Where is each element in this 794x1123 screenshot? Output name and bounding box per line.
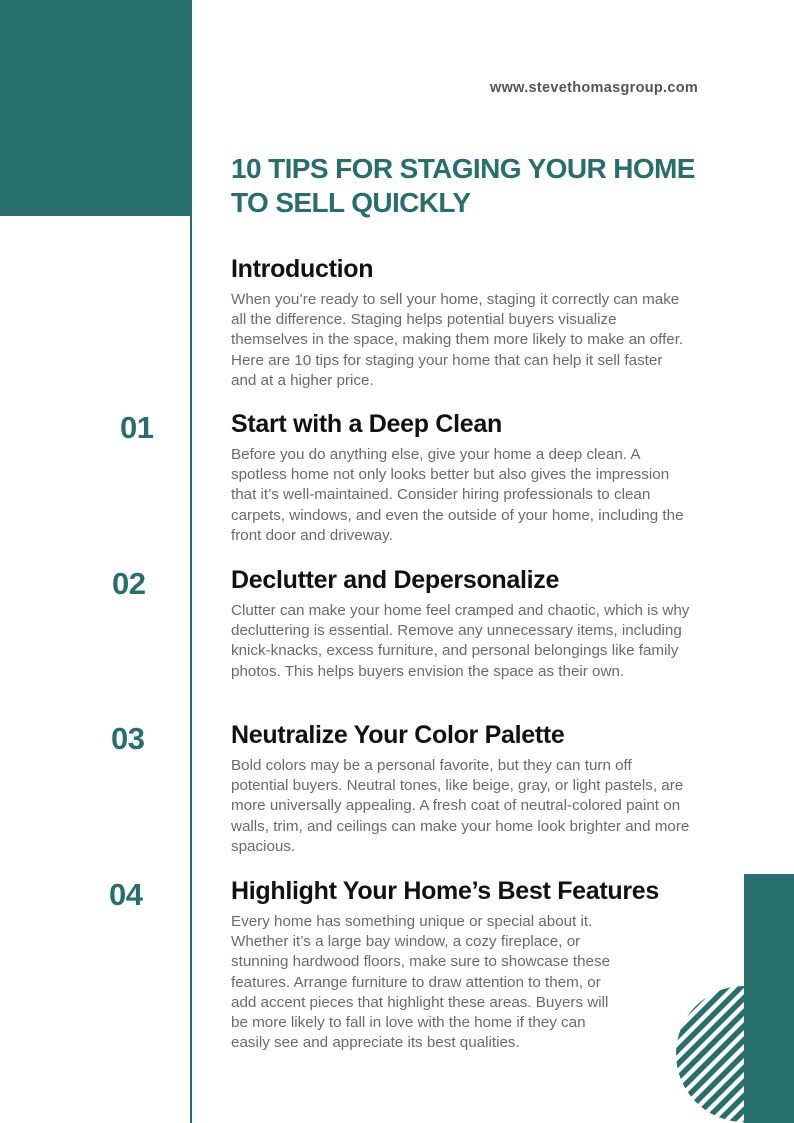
tip-number-01: 01: [120, 410, 154, 445]
tip-section-01: [231, 408, 691, 546]
website-url[interactable]: www.stevethomasgroup.com: [490, 80, 699, 96]
tip-heading-01: Start with a Deep Clean: [231, 410, 502, 438]
intro-section: [231, 253, 691, 391]
intro-body: When you’re ready to sell your home, staging it correctly can make all the difference. Staging helps potential buyers visualize themselves in the space, making them more likely to make an offer. Here are 10 tips for staging your home that can help it sell faster and at a higher price.: [231, 291, 684, 389]
tip-number-02: 02: [112, 566, 146, 601]
tip-body-03: Bold colors may be a personal favorite, but they can turn off potential buyers. Neutral tones, like beige, gray, or light pastels, are more universally appealing. A fresh coat of neutral-colored paint on walls, trim, and ceilings can make your home look brighter and more spacious.: [231, 757, 690, 855]
tip-body-04: Every home has something unique or special about it. Whether it’s a large bay window, a cozy fireplace, or stunning hardwood floors, make sure to showcase these features. Arrange furniture to draw attention to them, or add accent pieces that highlight these areas. Buyers will be more likely to fall in love with the home if they can easily see and appreciate its best qualities.: [231, 913, 611, 1052]
intro-heading: Introduction: [231, 255, 374, 283]
tip-section-03: [231, 719, 691, 857]
tip-number-04: 04: [109, 877, 143, 912]
tip-heading-02: Declutter and Depersonalize: [231, 566, 560, 594]
title-line-1: 10 TIPS FOR STAGING YOUR HOME: [231, 153, 695, 184]
top-left-accent-block: [0, 0, 192, 216]
page-title: [231, 152, 751, 220]
title-line-2: TO SELL QUICKLY: [231, 187, 471, 218]
vertical-divider-line: [190, 216, 192, 1123]
tip-heading-04: Highlight Your Home’s Best Features: [231, 877, 660, 905]
tip-number-03: 03: [111, 721, 145, 756]
tip-body-02: Clutter can make your home feel cramped and chaotic, which is why decluttering is essential. Remove any unnecessary items, including knick-knacks, excess furniture, and personal belongings like family photos. This helps buyers envision the space as their own.: [231, 602, 690, 680]
striped-circle-decoration: [676, 986, 794, 1123]
tip-section-02: [231, 564, 691, 682]
tip-body-01: Before you do anything else, give your home a deep clean. A spotless home not only looks better but also gives the impression that it’s well-maintained. Consider hiring professionals to clean carpets, windows, and even the outside of your home, including the front door and driveway.: [231, 446, 684, 544]
tip-section-04: [231, 875, 660, 1053]
tip-heading-03: Neutralize Your Color Palette: [231, 721, 565, 749]
